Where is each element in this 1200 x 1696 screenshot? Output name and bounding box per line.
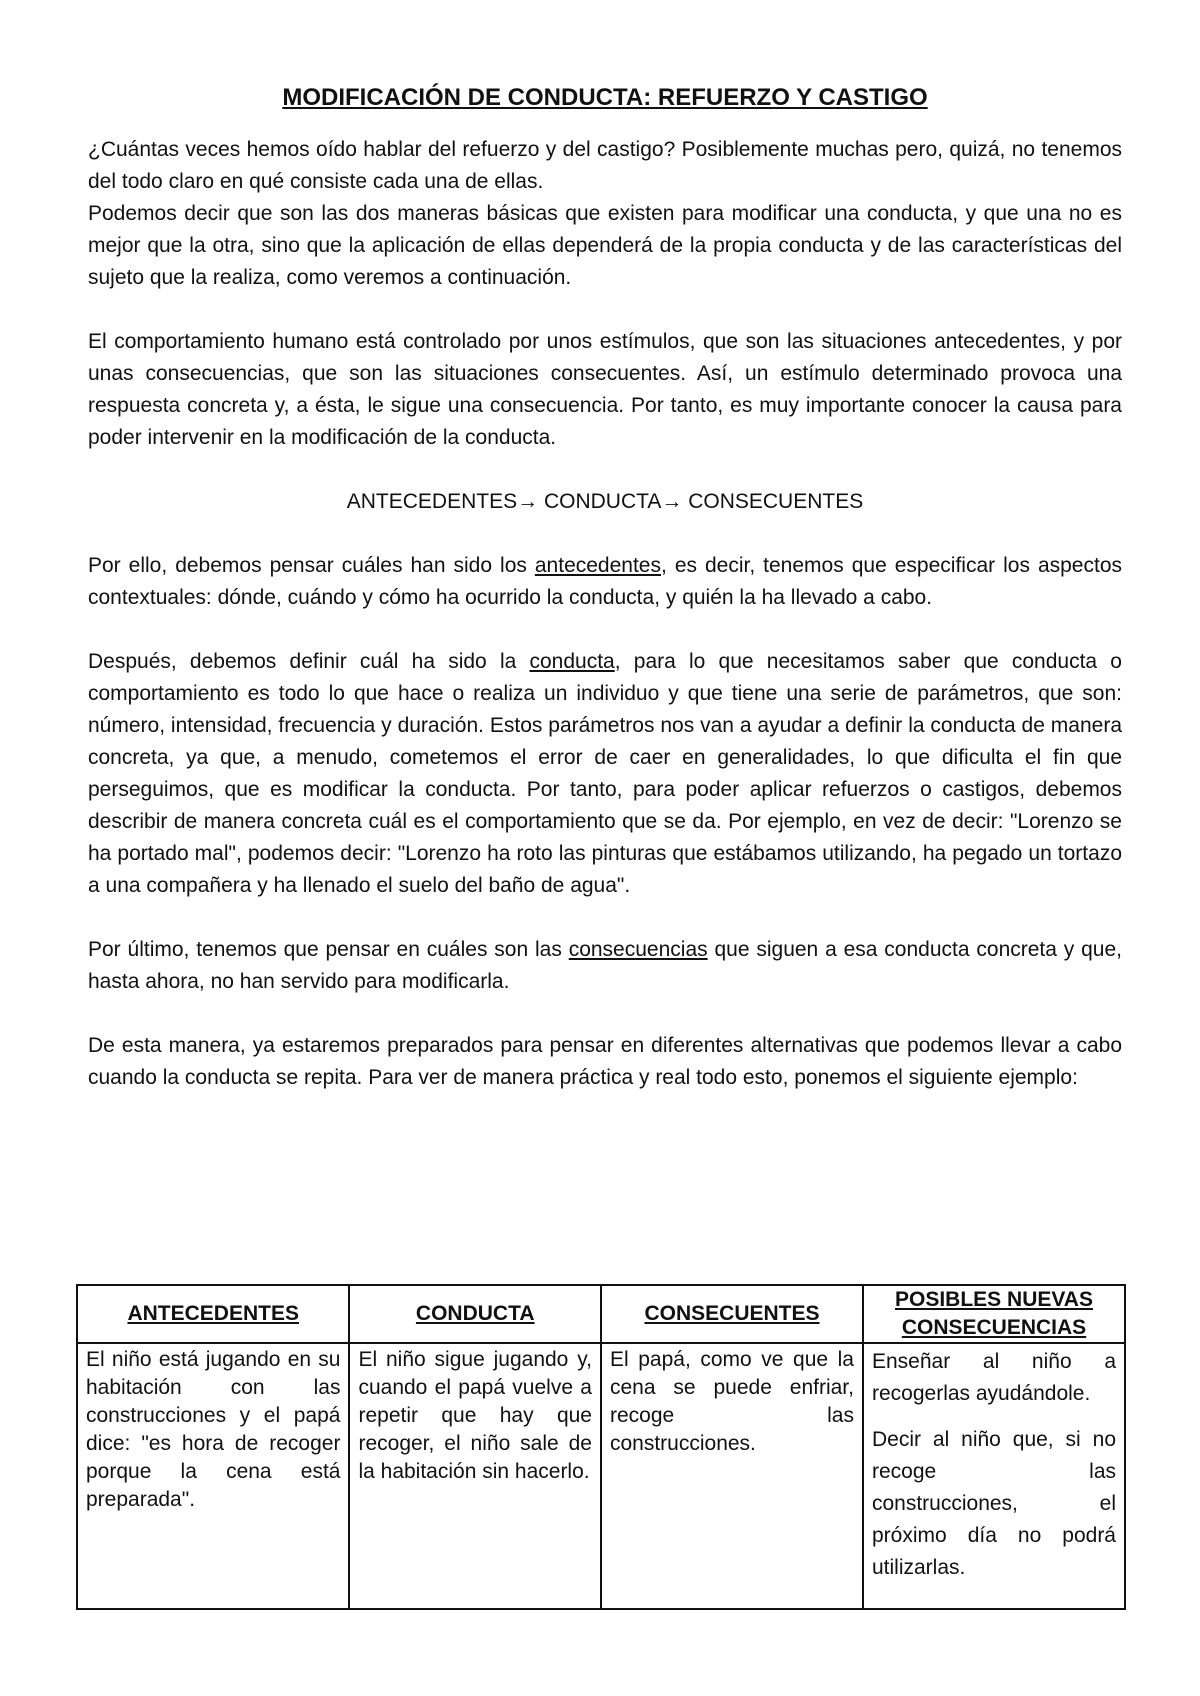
behavior-paragraph: El comportamiento humano está controlado por unos estímulos, que son las situaciones antecedentes, y por unas consecuencias, que son las situaciones consecuentes. Así, un estímulo determinado provoca una respuesta concreta y, a ésta, le sigue una consecuencia. Por tanto, es muy importante conocer la causa para poder intervenir en la modificación de la conducta.: [88, 330, 1122, 449]
header-conducta: CONDUCTA: [349, 1285, 601, 1343]
conduct-term: conducta: [529, 650, 615, 673]
antecedents-paragraph: [88, 550, 1122, 614]
intro-paragraph-1: ¿Cuántas veces hemos oído hablar del refuerzo y del castigo? Posiblemente muchas pero, quizá, no tenemos del todo claro en qué consiste cada una de ellas.: [88, 138, 1122, 193]
scheme-line: ANTECEDENTES→ CONDUCTA→ CONSECUENTES: [346, 490, 864, 513]
header-antecedentes: ANTECEDENTES: [77, 1285, 349, 1343]
intro-paragraph-2: Podemos decir que son las dos maneras básicas que existen para modificar una conducta, y que una no es mejor que la otra, sino que la aplicación de ellas dependerá de la propia conducta y de las características del sujeto que la realiza, como veremos a continuación.: [88, 202, 1122, 289]
header-consecuentes: CONSECUENTES: [601, 1285, 863, 1343]
conduct-paragraph: [88, 646, 1122, 902]
conduct-after: , para lo que necesitamos saber que conducta o comportamiento es todo lo que hace o realiza un individuo y que tiene una serie de parámetros, que son: número, intensidad, frecuencia y duración. Estos parámetros nos van a ayudar a definir la conducta de manera concreta, ya que, a menudo, cometemos el error de caer en generalidades, lo que dificulta el fin que perseguimos, que es modificar la conducta. Por tanto, para poder aplicar refuerzos o castigos, debemos describir de manera concreta cuál es el comportamiento que se da. Por ejemplo, en vez de decir: "Lorenzo se ha portado mal", podemos decir: "Lorenzo ha roto las pinturas que estábamos utilizando, ha pegado un tortazo a una compañera y ha llenado el suelo del baño de agua".: [88, 650, 1122, 897]
consequences-after: que siguen a esa conducta concreta y que, hasta ahora, no han servido para modificarla.: [88, 938, 1122, 993]
nuevas-item-1: Enseñar al niño a recogerlas ayudándole.: [871, 1350, 1116, 1405]
table-row: [77, 1343, 1125, 1609]
closing-paragraph: De esta manera, ya estaremos preparados para pensar en diferentes alternativas que podemos llevar a cabo cuando la conducta se repita. Para ver de manera práctica y real todo esto, ponemos el siguiente ejemplo:: [88, 1034, 1122, 1089]
document-page: [88, 82, 1122, 1094]
document-title: MODIFICACIÓN DE CONDUCTA: REFUERZO Y CASTIGO: [282, 84, 928, 111]
cell-conducta: El niño sigue jugando y, cuando el papá vuelve a repetir que hay que recoger, el niño sale de la habitación sin hacerlo.: [349, 1343, 601, 1609]
cell-nuevas-consecuencias: [863, 1343, 1125, 1609]
consequences-term: consecuencias: [568, 938, 708, 961]
header-nuevas-consecuencias: POSIBLES NUEVAS CONSECUENCIAS: [863, 1285, 1125, 1343]
antecedents-after: , es decir, tenemos que especificar los aspectos contextuales: dónde, cuándo y cómo ha ocurrido la conducta, y quién la ha llevado a cabo.: [88, 554, 1123, 609]
example-table: [76, 1284, 1126, 1610]
antecedents-term: antecedentes: [534, 554, 661, 577]
consequences-paragraph: [88, 934, 1122, 998]
conduct-before: Después, debemos definir cuál ha sido la: [88, 650, 530, 673]
table-header-row: [77, 1285, 1125, 1343]
consequences-before: Por último, tenemos que pensar en cuáles son las: [88, 938, 569, 961]
nuevas-item-2: Decir al niño que, si no recoge las construcciones, el próximo día no podrá utilizarlas.: [871, 1428, 1116, 1579]
cell-antecedentes: El niño está jugando en su habitación con las construcciones y el papá dice: "es hora de recoger porque la cena está preparada".: [77, 1343, 349, 1609]
antecedents-before: Por ello, debemos pensar cuáles han sido los: [88, 554, 535, 577]
cell-consecuentes: El papá, como ve que la cena se puede enfriar, recoge las construcciones.: [601, 1343, 863, 1609]
